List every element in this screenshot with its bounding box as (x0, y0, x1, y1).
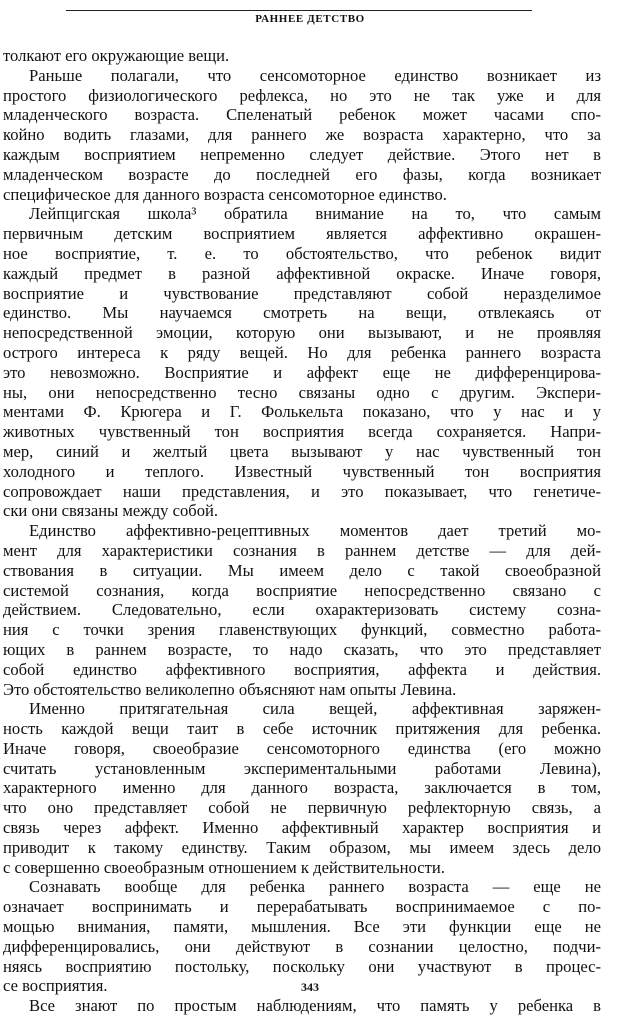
text-line: что оно представляет собой не первичную рефлекторную связь, а (3, 798, 601, 818)
text-line: каждый предмет в разной аффективной окраске. Иначе говоря, (3, 263, 601, 283)
text-line: Раньше полагали, что сенсомоторное единство возникает из (29, 65, 601, 85)
text-line: системой сознания, когда восприятие непосредственно связано с (3, 580, 601, 600)
text-line: Единство аффективно-рецептивных моментов дает третий мо- (29, 521, 601, 541)
text-line: ствования в ситуации. Мы имеем дело с такой своеобразной (3, 560, 601, 580)
text-line: острого интереса к ряду вещей. Но для ребенка раннего возраста (3, 342, 601, 362)
text-line: Иначе говоря, своеобразие сенсомоторного единства (его можно (3, 738, 601, 758)
text-line: приводит к такому единству. Таким образом, мы имеем здесь дело (3, 837, 601, 857)
header-rule (66, 10, 532, 11)
text-line: ски они связаны между собой. (3, 501, 219, 521)
text-line: собой единство аффективного восприятия, аффекта и действия. (3, 659, 601, 679)
text-line: мощью внимания, памяти, мышления. Все эти функции еще не (3, 917, 601, 937)
text-line: Все знают по простым наблюдениям, что память у ребенка в (29, 996, 601, 1016)
text-line: мер, синий и желтый цвета вызывают у нас чувственный тон (3, 441, 601, 461)
text-line: с совершенно своеобразным отношением к действительности. (3, 857, 445, 877)
text-line: младенческого возраста. Спеленатый ребенок может часами спо- (3, 105, 601, 125)
text-line: койно водить глазами, для раннего же возраста характерно, что за (3, 125, 601, 145)
text-line: характерного именно для данного возраста, заключается в том, (3, 778, 601, 798)
text-line: сопровождает наши представления, и это показывает, что генетиче- (3, 481, 601, 501)
page-number: 343 (301, 980, 319, 994)
text-line: няясь восприятию постольку, поскольку они участвуют в процес- (3, 956, 601, 976)
text-line: животных чувственный тон восприятия всегда сохраняется. Напри- (3, 422, 601, 442)
text-line: каждым восприятием непременно следует действие. Этого нет в (3, 144, 601, 164)
text-line: ния с точки зрения главенствующих функций, совместно работа- (3, 620, 601, 640)
text-line: Лейпцигская школа³ обратила внимание на то, что самым (29, 204, 601, 224)
text-line: ное восприятие, т. е. то обстоятельство, что ребенок видит (3, 243, 601, 263)
text-line: мент для характеристики сознания в раннем детстве — для дей- (3, 540, 601, 560)
text-line: се восприятия. (3, 976, 108, 996)
running-head: РАННЕЕ ДЕТСТВО (255, 13, 365, 25)
text-line: означает воспринимать и перерабатывать воспринимаемое с по- (3, 897, 601, 917)
text-line: единство. Мы научаемся смотреть на вещи, отвлекаясь от (3, 303, 601, 323)
text-line: первичным детским восприятием является аффективно окрашен- (3, 224, 601, 244)
text-line: толкают его окружающие вещи. (3, 46, 230, 65)
text-line: ны, они непосредственно тесно связаны одно с другим. Экспери- (3, 382, 601, 402)
text-line: простого физиологического рефлекса, но это не так уже и для (3, 85, 601, 105)
text-line: это невозможно. Восприятие и аффект еще не дифференцирова- (3, 362, 601, 382)
text-line: связь через аффект. Именно аффективный характер восприятия и (3, 818, 601, 838)
text-line: непосредственной эмоции, которую они вызывают, и не проявляя (3, 323, 601, 343)
text-line: восприятие и чувствование представляют собой неразделимое (3, 283, 601, 303)
text-line: Сознавать вообще для ребенка раннего возраста — еще не (29, 877, 601, 897)
text-line: считать установленным экспериментальными работами Левина), (3, 758, 601, 778)
text-line: Это обстоятельство великолепно объясняют нам опыты Левина. (3, 679, 457, 699)
body-text (3, 46, 601, 1016)
text-line: Именно притягательная сила вещей, аффективная заряжен- (29, 699, 601, 719)
text-line: специфическое для данного возраста сенсомоторное единство. (3, 184, 447, 204)
text-line: дифференцировались, они действуют в сознании целостно, подчи- (3, 936, 601, 956)
text-line: ность каждой вещи таит в себе источник притяжения для ребенка. (3, 719, 601, 739)
text-line: младенческом возрасте до последней его фазы, когда возникает (3, 164, 601, 184)
text-line: холодного и теплого. Известный чувственный тон восприятия (3, 461, 601, 481)
text-line: ментами Ф. Крюгера и Г. Фолькельта показано, что у нас и у (3, 402, 601, 422)
text-line: действием. Следовательно, если охарактеризовать систему созна- (3, 600, 601, 620)
text-line: ющих в раннем возрасте, то надо сказать, что это представляет (3, 639, 601, 659)
